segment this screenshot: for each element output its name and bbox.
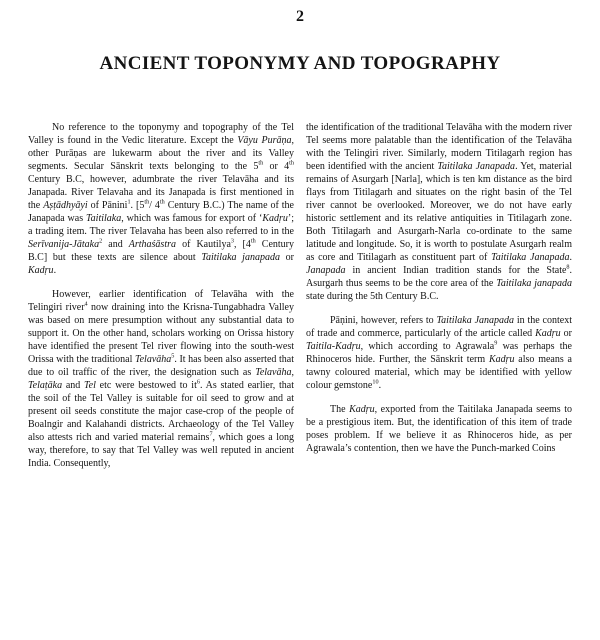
paragraph: The Kadṛu, exported from the Taitilaka Janapada seems to be a prestigious item. But, the identification of this item of trade poses problem. If we believe it as Rhinoceros hide, as per Agrawala’s contention, then we have the Punch-marked Coins [306, 404, 572, 454]
page-title: ANCIENT TOPONYMY AND TOPOGRAPHY [99, 53, 501, 74]
paragraph: However, earlier identification of Telavāha with the Telingiri river$^4$ now draining into the Krisna-Tungabhadra Valley was based on mere presumption without any substantial data to support it. On the other hand, scholars working on Orissa history have identified the present Tel river flowing into the south-west Orissa with the traditional Telavāha$^5$. It has been also asserted that due to oil traffic of the river, the designation such as Telavāha, Telaṭāka and Tel etc were bestowed to $it^6$. As stated earlier, that the soil of the Tel Valley is suitable for oil seed to grow and at present oil seeds constitute the major case-crop of the people of Boalngir and Kalahandi districts. Archaeology of the Tel Valley also attests rich and varied material remains$^7$, which goes a long way, therefore, to say that Tel Valley was well reputed in ancient India. Consequently, [28, 289, 294, 469]
right-column [306, 121, 572, 481]
chapter-number: 2 [296, 8, 304, 25]
paragraph: Pāṇini, however, refers to Taitilaka Janapada in the context of trade and commerce, particularly of the article called Kadṛu or Taitila-Kadṛu, which according to Agrawala$^9$ was perhaps the Rhinoceros hide. Further, the Sānskrit term Kadṛu also means a tawny coloured material, which may be identified with yellow colour gemstone$^{10}$. [306, 315, 573, 391]
paragraph: No reference to the toponymy and topography of the Tel Valley is found in the Vedic literature. Except the Vāyu Purāṇa, other Purāṇas are lukewarm about the river and its Valley segments. Secular Sānskrit texts belonging to the 5th or 4th Century B.C, however, adumbrate the river Telavāha and its Janapada. River Telavaha and its Janapada is first mentioned in the Aṣṭādhyāyi of Pānini$^1$. [5th/ 4th Century B.C.) The name of the Janapada was Taitilaka, which was famous for export of ‘Kadṛu’; a trading item. The river Telavaha has been also referred to in the Serīvanija-Jātaka$^2$ and Arthaśāstra of Kautilya$^3$, [4th Century B.C] but these texts are silence about Taitilaka janapada or Kadṛu. [28, 122, 295, 276]
text-columns [28, 121, 572, 481]
left-column [28, 121, 294, 481]
paragraph: the identification of the traditional Telavāha with the modern river Tel seems more palatable than the identification of the Telavāha with the Telingiri river. Similarly, modern Titilagarh region has been identified with the ancient Taitilaka Janapada. Yet, material remains of Asurgarh [Narla], which is ten km distance as the bird flays from Titilagarh and situates on the right basin of the Tel river cannot be overlooked. Moreover, we do not have early historic settlement and its relative antiquities in Titilagarh zone. Both Titilagarh and Asurgarh-Narla co-ordinate to the same latitude and longitude. So, it is worth to postulate Asurgarh realm as core and Titilagarh as constituent part of Taitilaka Janapada. Janapada in ancient Indian tradition stands for the State$^8$. Asurgarh thus seems to be the core area of the Taitilaka janapada state during the 5th Century B.C. [306, 122, 573, 302]
